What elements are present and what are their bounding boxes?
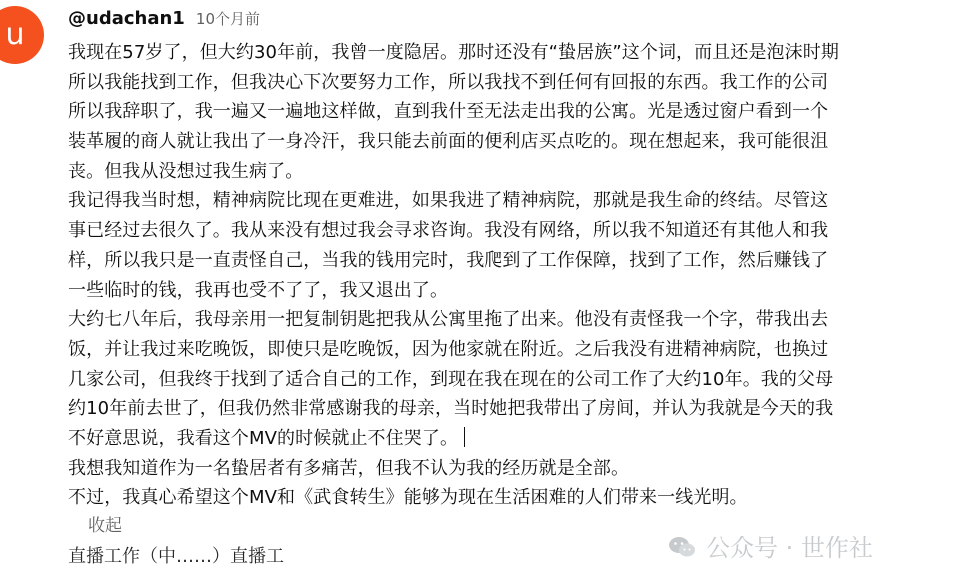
comment-line: 几家公司，但我终于找到了适合自己的工作，到现在我在现在的公司工作了大约10年。我的父母 — [68, 368, 834, 390]
avatar[interactable]: u — [0, 6, 44, 64]
comment-line: 我记得我当时想，精神病院比现在更难进，如果我进了精神病院，那就是我生命的终结。尽管这 — [68, 190, 829, 212]
next-comment-partial: 直播工作（中……）直播工 — [68, 546, 284, 567]
comment-line: 所以我能找到工作，但我决心下次要努力工作，所以我找不到任何有回报的东西。我工作的公司 — [68, 71, 829, 93]
comment-line: 丧。但我从没想过我生病了。 — [68, 160, 304, 182]
comment-line: 约10年前去世了，但我仍然非常感谢我的母亲，当时她把我带出了房间，并认为我就是今天的我 — [68, 398, 834, 420]
comment-line: 大约七八年后，我母亲用一把复制钥匙把我从公寓里拖了出来。他没有责怪我一个字，带我出去 — [68, 309, 829, 331]
comment-body — [68, 38, 968, 513]
username-link[interactable]: @udachan1 — [68, 8, 185, 29]
watermark-text: 公众号 · 世作社 — [706, 534, 873, 562]
watermark — [668, 528, 873, 563]
comment-line: 装革履的商人就让我出了一身冷汗，我只能去前面的便利店买点吃的。现在想起来，我可能很沮 — [68, 131, 829, 153]
comment-line: 我想我知道作为一名蛰居者有多痛苦，但我不认为我的经历就是全部。 — [68, 457, 630, 479]
comment-line: 我现在57岁了，但大约30年前，我曾一度隐居。那时还没有“蛰居族”这个词，而且还是泡沫时期 — [68, 42, 839, 63]
comment-line: 饭，并让我过来吃晚饭，即使只是吃晚饭，因为他家就在附近。之后我没有进精神病院，也换过 — [68, 338, 829, 360]
comment-line: 样，所以我只是一直责怪自己，当我的钱用完时，我爬到了工作保障，找到了工作，然后赚钱了 — [68, 249, 829, 271]
collapse-button[interactable]: 收起 — [88, 516, 122, 536]
comment-line: 一些临时的钱，我再也受不了了，我又退出了。 — [68, 279, 449, 301]
comment-line: 事已经过去很久了。我从来没有想过我会寻求咨询。我没有网络，所以我不知道还有其他人和我 — [68, 220, 829, 242]
text-cursor — [464, 427, 465, 447]
wechat-icon — [668, 535, 696, 559]
comment-header — [68, 7, 260, 31]
comment-line-text: 不好意思说，我看这个MV的时候就止不住哭了。 — [68, 427, 459, 449]
comment-line: 所以我辞职了，我一遍又一遍地这样做，直到我什至无法走出我的公寓。光是透过窗户看到一个 — [68, 101, 829, 123]
comment-timestamp[interactable]: 10个月前 — [195, 10, 261, 28]
comment-line: 不过，我真心希望这个MV和《武食转生》能够为现在生活困难的人们带来一线光明。 — [68, 487, 748, 509]
comment-line — [68, 424, 968, 454]
